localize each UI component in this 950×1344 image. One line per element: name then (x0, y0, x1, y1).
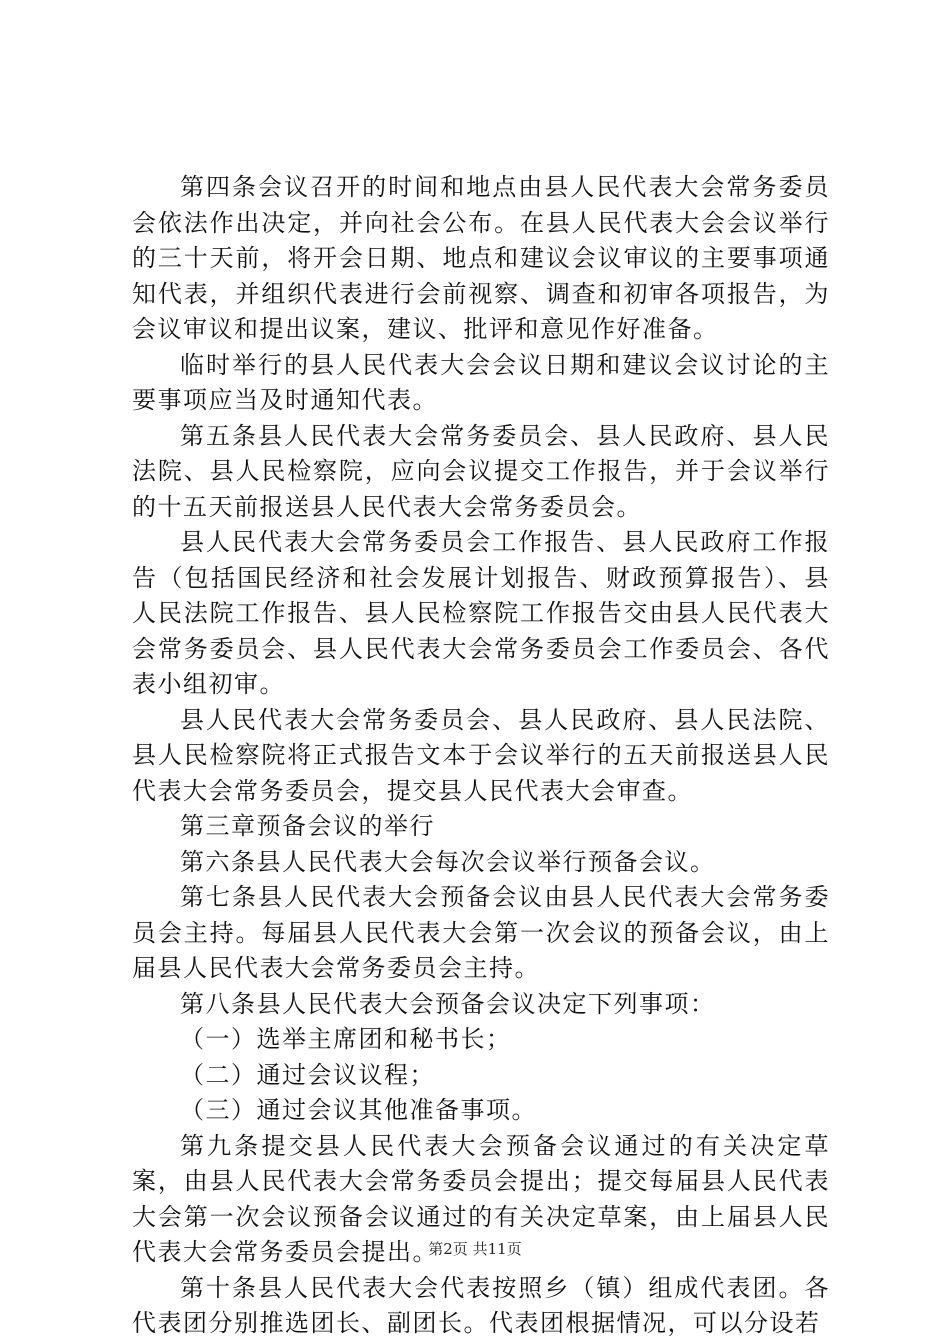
article-9-paragraph: 第九条提交县人民代表大会预备会议通过的有关决定草案，由县人民代表大会常务委员会提出；提交每届县人民代表大会第一次会议预备会议通过的有关决定草案，由上届县人民代表大会常务委员会提出。 (132, 1131, 830, 1266)
work-reports-review-paragraph: 县人民代表大会常务委员会工作报告、县人民政府工作报告（包括国民经济和社会发展计划报告、财政预算报告）、县人民法院工作报告、县人民检察院工作报告交由县人民代表大会常务委员会、县人民代表大会常务委员会工作委员会、各代表小组初审。 (132, 528, 830, 698)
page-number-footer: 第2页 共11页 (428, 1240, 522, 1258)
article-6-paragraph: 第六条县人民代表大会每次会议举行预备会议。 (180, 847, 716, 876)
article-4-paragraph: 第四条会议召开的时间和地点由县人民代表大会常务委员会依法作出决定，并向社会公布。在县人民代表大会会议举行的三十天前，将开会日期、地点和建议会议审议的主要事项通知代表，并组织代表进行会前视察、调查和初审各项报告，为会议审议和提出议案，建议、批评和意见作好准备。 (132, 173, 830, 343)
document-body (132, 170, 830, 1342)
list-item-3: （三）通过会议其他准备事项。 (180, 1096, 537, 1124)
article-5-paragraph: 第五条县人民代表大会常务委员会、县人民政府、县人民法院、县人民检察院，应向会议提交工作报告，并于会议举行的十五天前报送县人民代表大会常务委员会。 (132, 421, 830, 521)
chapter-3-heading: 第三章预备会议的举行 (180, 812, 435, 840)
article-10-paragraph: 第十条县人民代表大会代表按照乡（镇）组成代表团。各代表团分别推选团长、副团长。代表团根据情况，可以分设若 (132, 1273, 830, 1337)
list-item-1: （一）选举主席团和秘书长； (180, 1025, 512, 1053)
article-8-paragraph: 第八条县人民代表大会预备会议决定下列事项： (180, 989, 716, 1018)
formal-report-submission-paragraph: 县人民代表大会常务委员会、县人民政府、县人民法院、县人民检察院将正式报告文本于会议举行的五天前报送县人民代表大会常务委员会，提交县人民代表大会审查。 (132, 705, 830, 805)
article-7-paragraph: 第七条县人民代表大会预备会议由县人民代表大会常务委员会主持。每届县人民代表大会第一次会议的预备会议，由上届县人民代表大会常务委员会主持。 (132, 883, 830, 982)
interim-session-paragraph: 临时举行的县人民代表大会会议日期和建议会议讨论的主要事项应当及时通知代表。 (132, 350, 830, 414)
list-item-2: （二）通过会议议程； (180, 1060, 435, 1089)
